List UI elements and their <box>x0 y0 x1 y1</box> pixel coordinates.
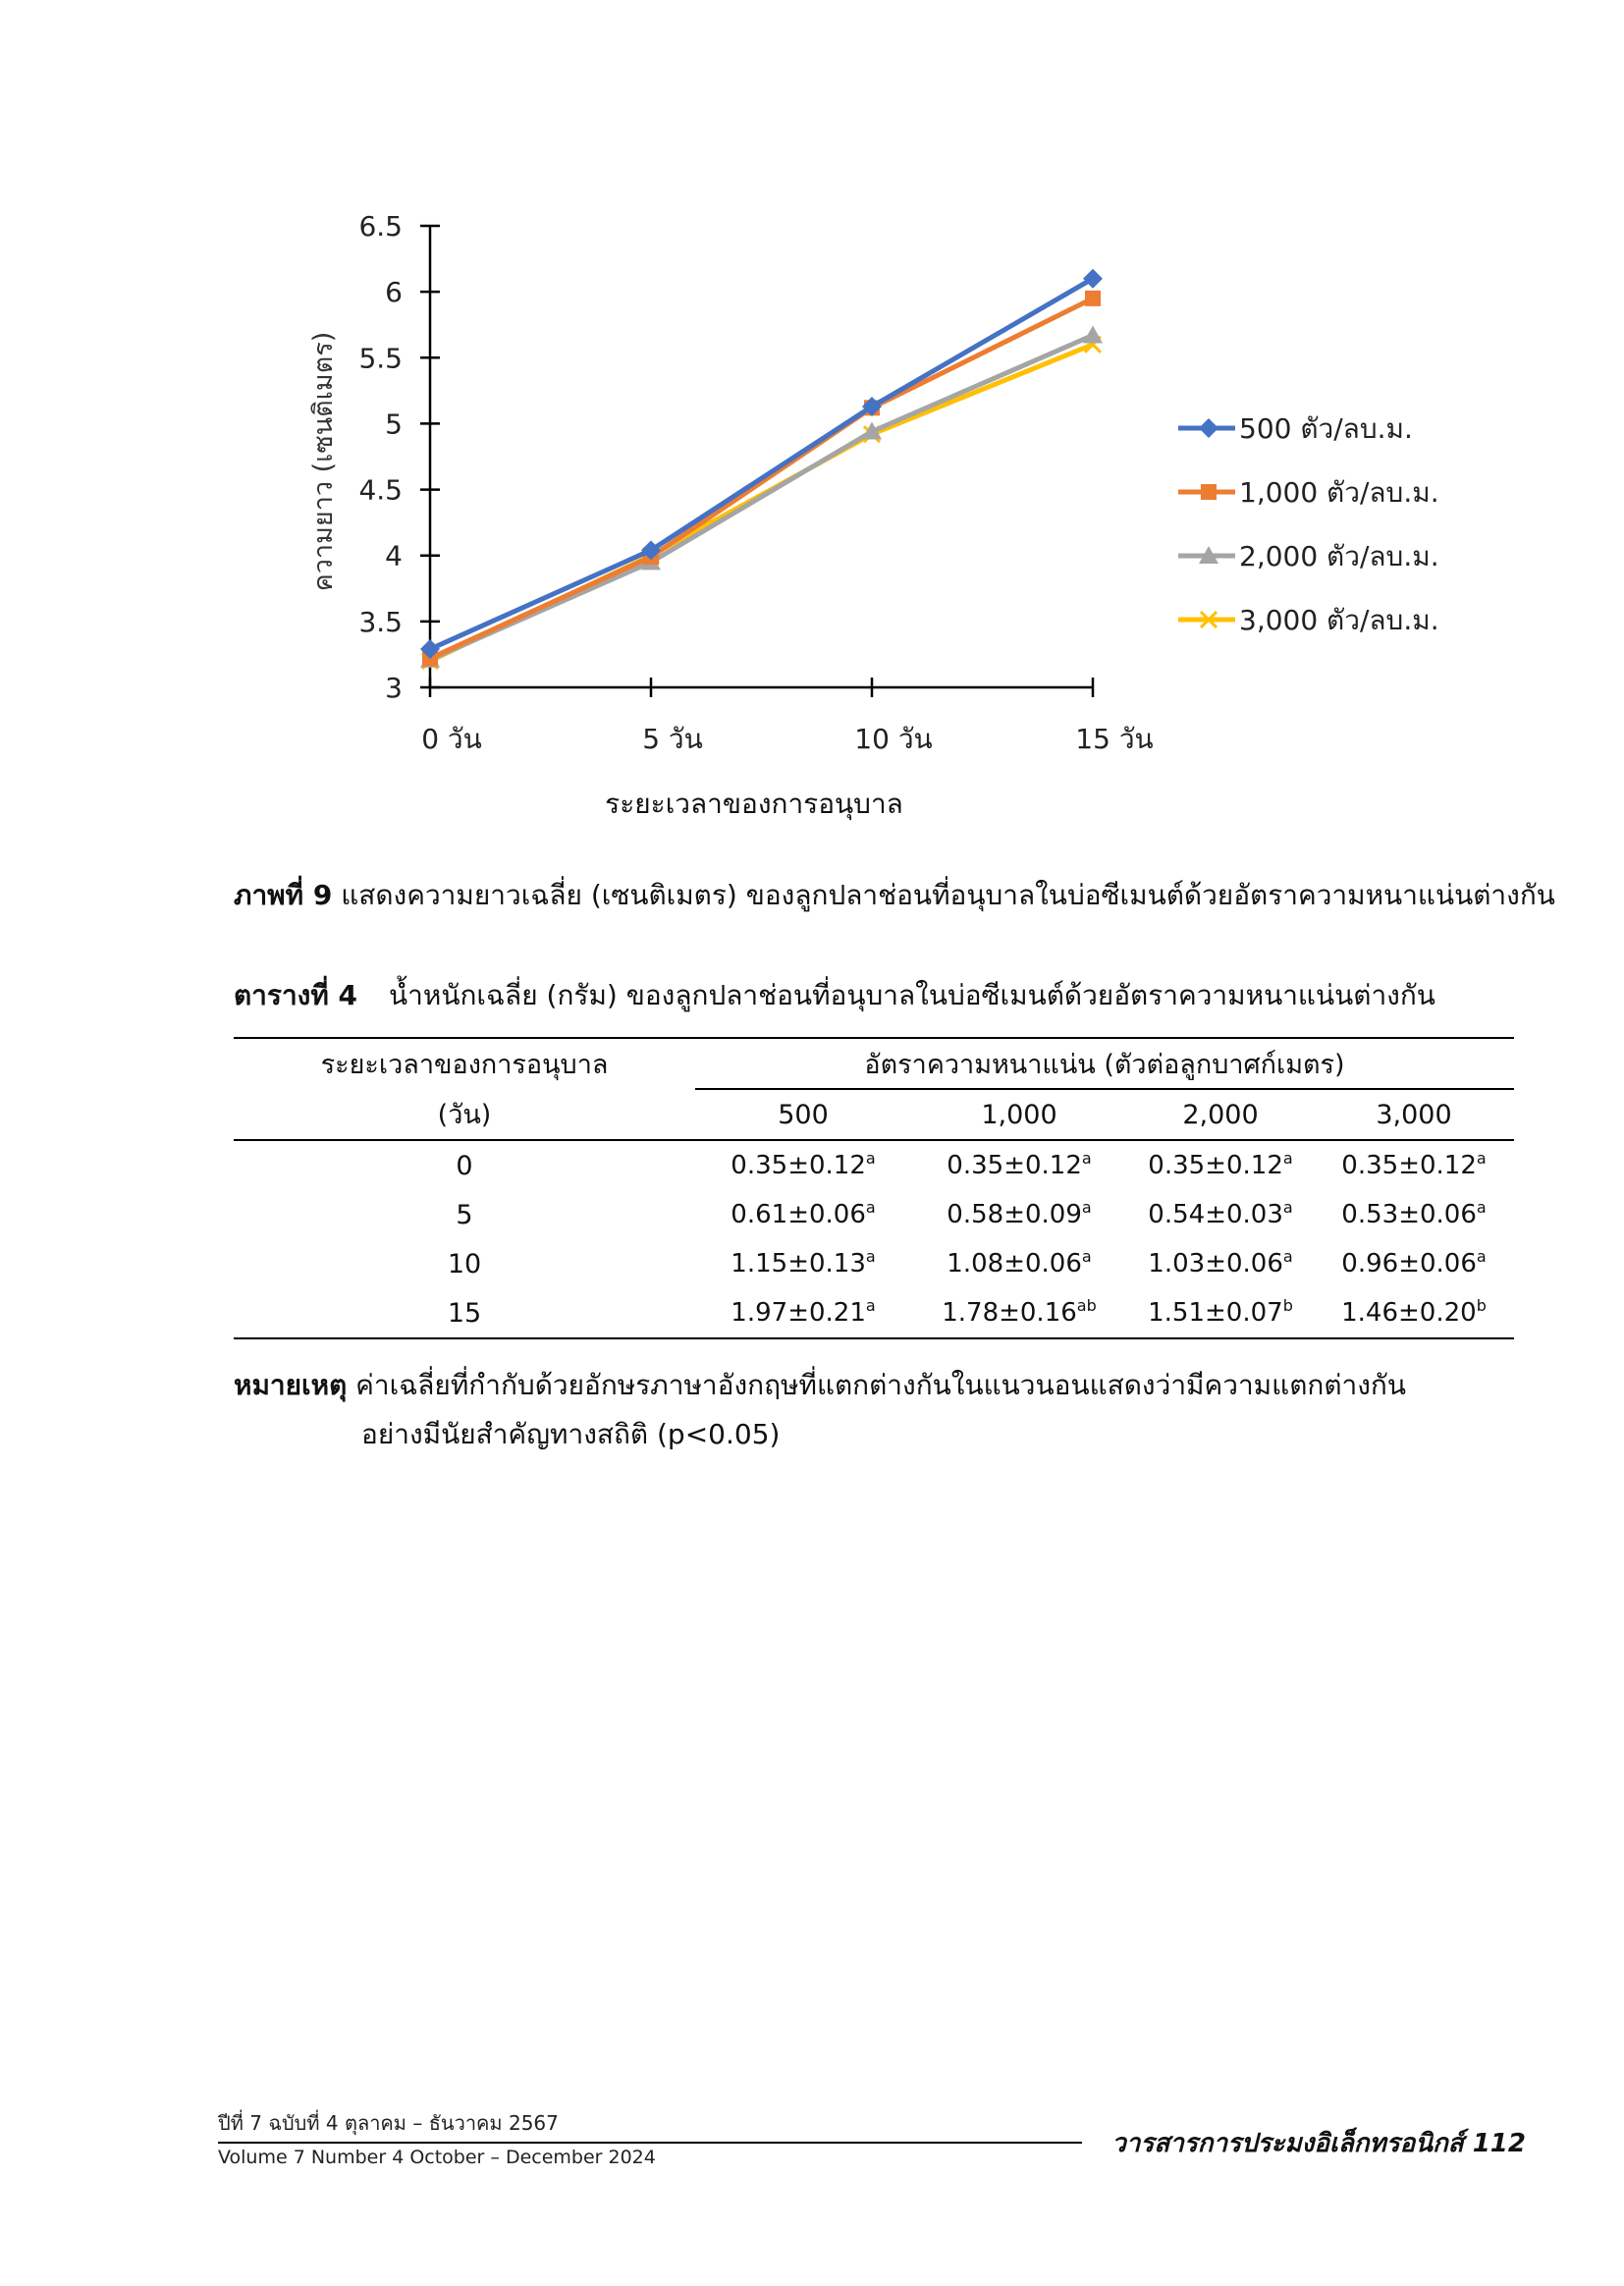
value-cell: 0.61±0.06$^a$ <box>731 1198 876 1229</box>
note-line-2: อย่างมีนัยสำคัญทางสถิติ (p<0.05) <box>361 1418 781 1450</box>
value-cell: 0.58±0.09$^a$ <box>947 1198 1092 1229</box>
day-cell: 15 <box>234 1288 695 1338</box>
y-axis-label: ความยาว (เซนติเมตร) <box>308 331 339 592</box>
value-cell: 1.51±0.07$^b$ <box>1127 1288 1314 1338</box>
value-cell: 1.15±0.13$^a$ <box>731 1247 876 1279</box>
y-tick-label: 3 <box>385 672 403 704</box>
table-row <box>234 1190 1514 1239</box>
value-cell: 0.35±0.12$^a$ <box>1341 1149 1487 1180</box>
column-header: 3,000 <box>1314 1089 1514 1140</box>
data-point <box>1083 269 1103 289</box>
legend-label: 3,000 ตัว/ลบ.ม. <box>1239 604 1439 636</box>
chart-legend <box>1178 412 1439 636</box>
x-tick-label: 15 วัน <box>1075 723 1154 755</box>
x-tick-label: 10 วัน <box>854 723 933 755</box>
column-header: 500 <box>695 1089 911 1140</box>
row-header-label: ระยะเวลาของการอนุบาล <box>234 1038 695 1089</box>
value-cell: 0.54±0.03$^a$ <box>1148 1198 1293 1229</box>
row-header-unit: (วัน) <box>234 1089 695 1140</box>
y-tick-label: 5.5 <box>358 342 403 375</box>
footer-issue-en: Volume 7 Number 4 October – December 2024 <box>218 2147 656 2168</box>
legend-item <box>1178 476 1439 509</box>
data-point <box>1201 484 1217 500</box>
x-axis-label: ระยะเวลาของการอนุบาล <box>605 788 903 820</box>
series-layer <box>420 269 1103 669</box>
page-number: 112 <box>1472 2129 1526 2158</box>
table-caption-label: ตารางที่ 4 <box>234 979 358 1011</box>
value-cell: 1.78±0.16$^{ab}$ <box>911 1288 1127 1338</box>
legend-label: 500 ตัว/ลบ.ม. <box>1239 412 1413 445</box>
day-cell: 0 <box>456 1150 473 1181</box>
table-row <box>234 1239 1514 1288</box>
value-cell: 1.08±0.06$^a$ <box>947 1247 1092 1279</box>
value-cell: 1.46±0.20$^b$ <box>1314 1288 1514 1338</box>
footer-rule <box>218 2142 1082 2144</box>
y-tick-label: 4 <box>385 539 403 572</box>
value-cell: 0.35±0.12$^a$ <box>947 1149 1092 1180</box>
value-cell: 0.35±0.12$^a$ <box>731 1149 876 1180</box>
note-label: หมายเหตุ <box>234 1369 348 1401</box>
value-cell: 0.53±0.06$^a$ <box>1341 1198 1487 1229</box>
day-cell: 5 <box>456 1199 473 1230</box>
column-header: 2,000 <box>1127 1089 1314 1140</box>
value-cell: 0.96±0.06$^a$ <box>1341 1247 1487 1279</box>
series-0 <box>420 269 1103 659</box>
table-caption-text: น้ำหนักเฉลี่ย (กรัม) ของลูกปลาช่อนที่อนุบาลในบ่อซีเมนต์ด้วยอัตราความหนาแน่นต่างกัน <box>389 979 1435 1011</box>
weight-table <box>234 1037 1514 1339</box>
day-cell: 10 <box>447 1248 482 1279</box>
length-line-chart <box>0 0 1624 844</box>
note-line-1: ค่าเฉลี่ยที่กำกับด้วยอักษรภาษาอังกฤษที่แตกต่างกันในแนวนอนแสดงว่ามีความแตกต่างกัน <box>355 1369 1406 1401</box>
footer-issue-th: ปีที่ 7 ฉบับที่ 4 ตุลาคม – ธันวาคม 2567 <box>218 2111 559 2135</box>
data-point <box>1085 291 1101 306</box>
value-cell: 1.97±0.21$^a$ <box>695 1288 911 1338</box>
table-row <box>234 1288 1514 1338</box>
series-line <box>430 279 1093 649</box>
legend-item <box>1178 540 1439 572</box>
figure-caption <box>234 876 1555 915</box>
value-cell: 0.35±0.12$^a$ <box>1148 1149 1293 1180</box>
table-caption <box>234 976 1510 1015</box>
column-header: 1,000 <box>911 1089 1127 1140</box>
y-tick-label: 6 <box>385 276 403 309</box>
footer-journal <box>1111 2123 1526 2163</box>
figure-caption-label: ภาพที่ 9 <box>234 879 333 911</box>
y-tick-label: 3.5 <box>358 605 403 638</box>
x-tick-label: 0 วัน <box>421 723 482 755</box>
y-tick-label: 6.5 <box>358 210 403 243</box>
group-header: อัตราความหนาแน่น (ตัวต่อลูกบาศก์เมตร) <box>695 1038 1514 1089</box>
legend-item <box>1178 604 1439 636</box>
legend-label: 1,000 ตัว/ลบ.ม. <box>1239 476 1439 509</box>
x-axis <box>421 678 1153 755</box>
y-tick-label: 5 <box>385 408 403 441</box>
legend-item <box>1178 412 1413 445</box>
data-point <box>1083 325 1103 343</box>
journal-name: วารสารการประมงอิเล็กทรอนิกส์ <box>1111 2129 1464 2158</box>
footer-issue <box>218 2107 656 2168</box>
table-note <box>234 1361 1530 1459</box>
value-cell: 1.03±0.06$^a$ <box>1148 1247 1293 1279</box>
table-row <box>234 1140 1514 1190</box>
figure-caption-text: แสดงความยาวเฉลี่ย (เซนติเมตร) ของลูกปลาช่อนที่อนุบาลในบ่อซีเมนต์ด้วยอัตราความหนาแน่นต่างกัน <box>341 879 1555 911</box>
legend-label: 2,000 ตัว/ลบ.ม. <box>1239 540 1439 572</box>
data-point <box>1199 418 1218 438</box>
y-axis <box>358 210 440 704</box>
y-tick-label: 4.5 <box>358 473 403 507</box>
x-tick-label: 5 วัน <box>642 723 703 755</box>
